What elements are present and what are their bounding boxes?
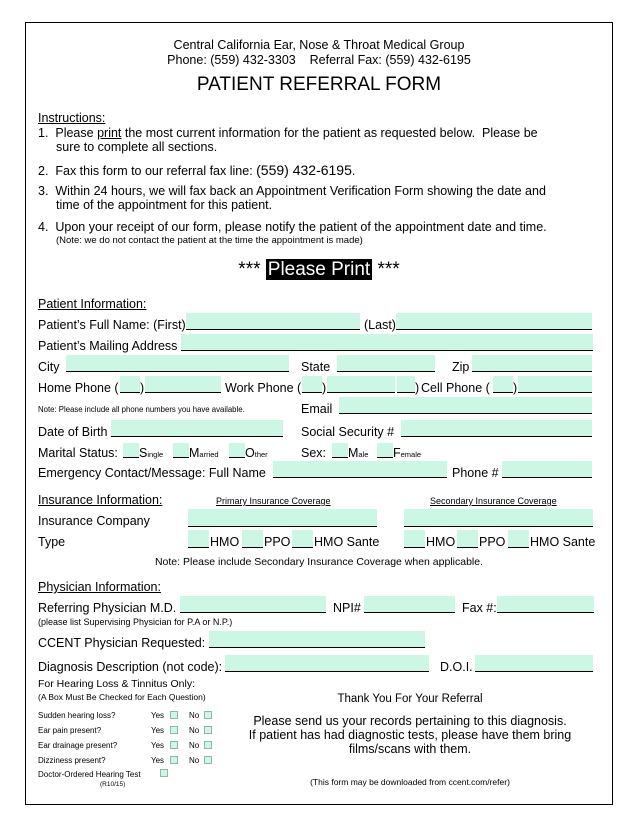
instruction-1: 1. Please print the most current information for the patient as requested below. Please be — [38, 126, 538, 140]
q2-yes-checkbox[interactable] — [170, 726, 178, 734]
zip-label: Zip — [452, 360, 470, 374]
thank-you-text: Thank You For Your Referral — [337, 693, 483, 705]
work-phone-field[interactable] — [327, 376, 395, 393]
married-check[interactable] — [173, 443, 189, 458]
secondary-hmo-check[interactable] — [404, 530, 425, 548]
mailing-address-label: Patient’s Mailing Address — [38, 339, 178, 353]
emergency-contact-label: Emergency Contact/Message: Full Name — [38, 466, 266, 480]
last-name-field[interactable] — [396, 313, 592, 330]
primary-hmo-label: HMO — [210, 535, 240, 549]
last-name-label: (Last) — [364, 318, 396, 332]
instruction-2: 2. Fax this form to our referral fax line: (559) 432-6195. — [38, 162, 356, 178]
work-phone-area-field[interactable] — [302, 376, 322, 393]
npi-field[interactable] — [364, 596, 455, 613]
ccent-physician-label: CCENT Physician Requested: — [38, 636, 206, 650]
question-sudden-hearing-loss: Sudden hearing loss? — [38, 711, 116, 720]
state-label: State — [301, 360, 331, 374]
email-field[interactable] — [339, 397, 592, 414]
other-check[interactable] — [229, 443, 245, 458]
dob-field[interactable] — [111, 420, 283, 437]
secondary-insurance-note: Note: Please include Secondary Insurance Coverage when applicable. — [154, 556, 484, 568]
instruction-3-cont: time of the appointment for this patient. — [56, 198, 273, 212]
insurance-info-heading: Insurance Information: — [38, 493, 163, 507]
no-label: No — [189, 741, 200, 750]
question-dizziness: Dizziness present? — [38, 756, 106, 765]
referring-physician-field[interactable] — [180, 596, 326, 613]
diagnosis-label: Diagnosis Description (not code): — [38, 660, 223, 674]
paren-close: ) — [140, 381, 145, 395]
primary-hmo-sante-check[interactable] — [292, 530, 313, 548]
single-check[interactable] — [123, 443, 139, 458]
ssn-label: Social Security # — [301, 425, 395, 439]
patient-info-heading: Patient Information: — [38, 297, 147, 311]
ccent-physician-field[interactable] — [209, 631, 425, 648]
insurance-type-label: Type — [38, 535, 66, 549]
yes-label: Yes — [151, 711, 165, 720]
email-label: Email — [301, 402, 333, 416]
female-check[interactable] — [377, 443, 393, 458]
ssn-field[interactable] — [401, 420, 592, 437]
secondary-hmo-label: HMO — [426, 535, 456, 549]
download-note: (This form may be downloaded from ccent.com/refer) — [310, 777, 510, 787]
instructions-heading: Instructions: — [38, 111, 106, 125]
supervising-physician-note: (please list Supervising Physician for P.A or N.P.) — [38, 617, 233, 627]
secondary-ppo-label: PPO — [479, 535, 506, 549]
yes-label: Yes — [151, 741, 165, 750]
q2-no-checkbox[interactable] — [204, 726, 212, 734]
no-label: No — [189, 711, 200, 720]
insurance-company-label: Insurance Company — [38, 514, 150, 528]
primary-hmo-sante-label: HMO Sante — [314, 535, 380, 549]
page-title: PATIENT REFERRAL FORM — [196, 74, 442, 95]
npi-label: NPI# — [333, 601, 361, 615]
diagnosis-field[interactable] — [225, 655, 429, 672]
q3-no-checkbox[interactable] — [204, 741, 212, 749]
dob-label: Date of Birth — [38, 425, 108, 439]
full-name-label: Patient’s Full Name: (First) — [38, 318, 186, 332]
primary-ppo-label: PPO — [264, 535, 291, 549]
yes-label: Yes — [151, 726, 165, 735]
work-phone-label: Work Phone ( — [225, 381, 302, 395]
question-ear-drainage: Ear drainage present? — [38, 741, 118, 750]
sex-label: Sex: — [301, 446, 327, 460]
instruction-1-cont: sure to complete all sections. — [56, 140, 218, 154]
home-phone-label: Home Phone ( — [38, 381, 119, 395]
instruction-4: 4. Upon your receipt of our form, please notify the patient of the appointment date and time. — [38, 220, 547, 234]
cell-phone-label: Cell Phone ( — [421, 381, 490, 395]
home-phone-field[interactable] — [145, 376, 221, 393]
instruction-3: 3. Within 24 hours, we will fax back an Appointment Verification Form showing the date and — [38, 184, 546, 198]
mailing-address-field[interactable] — [181, 334, 593, 351]
please-print-banner: *** Please Print *** — [238, 259, 400, 280]
primary-coverage-heading: Primary Insurance Coverage — [216, 496, 331, 506]
home-phone-area-field[interactable] — [120, 376, 140, 393]
records-request-text: Please send us your records pertaining to this diagnosis. — [253, 714, 567, 728]
single-label: Single — [139, 446, 164, 460]
q4-no-checkbox[interactable] — [204, 756, 212, 764]
emergency-name-field[interactable] — [273, 461, 447, 478]
secondary-hmo-sante-label: HMO Sante — [530, 535, 596, 549]
emergency-phone-field[interactable] — [502, 461, 592, 478]
female-label: Female — [393, 446, 422, 460]
revision-code: (R10/15) — [100, 781, 126, 788]
marital-status-label: Marital Status: — [38, 446, 118, 460]
hearing-subheading: (A Box Must Be Checked for Each Question) — [38, 692, 206, 702]
emergency-phone-label: Phone # — [452, 466, 499, 480]
films-scans-text: films/scans with them. — [348, 742, 472, 756]
paren-close: ) — [513, 381, 518, 395]
phone-note: Note: Please include all phone numbers you have available. — [38, 405, 245, 414]
fax-label: Fax #: — [462, 601, 497, 615]
org-name: Central California Ear, Nose & Throat Medical Group — [173, 38, 465, 52]
q1-yes-checkbox[interactable] — [170, 711, 178, 719]
no-label: No — [189, 756, 200, 765]
hearing-heading: For Hearing Loss & Tinnitus Only: — [38, 678, 195, 690]
paren-close: ) — [322, 381, 327, 395]
other-label: Other — [245, 446, 268, 460]
physician-info-heading: Physician Information: — [38, 580, 161, 594]
cell-phone-field[interactable] — [518, 376, 592, 393]
male-check[interactable] — [332, 443, 348, 458]
doi-label: D.O.I. — [440, 660, 473, 674]
work-phone-ext-field[interactable] — [397, 376, 415, 393]
primary-insurance-company-field[interactable] — [188, 509, 377, 527]
question-ear-pain: Ear pain present? — [38, 726, 102, 735]
secondary-ppo-check[interactable] — [457, 530, 478, 548]
first-name-field[interactable] — [186, 313, 360, 330]
diagnostic-tests-text: If patient has had diagnostic tests, please have them bring — [248, 728, 572, 742]
male-label: Male — [348, 446, 369, 460]
cell-phone-area-field[interactable] — [493, 376, 513, 393]
zip-field[interactable] — [472, 355, 592, 372]
city-label: City — [38, 360, 60, 374]
q1-no-checkbox[interactable] — [204, 711, 212, 719]
secondary-insurance-company-field[interactable] — [404, 509, 593, 527]
instruction-4-note: (Note: we do not contact the patient at the time the appointment is made) — [56, 235, 363, 246]
married-label: Married — [189, 446, 219, 460]
state-field[interactable] — [337, 355, 435, 372]
paren-close: ) — [415, 381, 420, 395]
no-label: No — [189, 726, 200, 735]
secondary-hmo-sante-check[interactable] — [508, 530, 529, 548]
q3-yes-checkbox[interactable] — [170, 741, 178, 749]
question-hearing-test: Doctor-Ordered Hearing Test — [38, 770, 141, 779]
referring-physician-label: Referring Physician M.D. — [38, 601, 177, 615]
org-phones: Phone: (559) 432-3303 Referral Fax: (559) 432-6195 — [167, 53, 471, 67]
yes-label: Yes — [151, 756, 165, 765]
primary-ppo-check[interactable] — [242, 530, 263, 548]
city-field[interactable] — [66, 355, 289, 372]
secondary-coverage-heading: Secondary Insurance Coverage — [430, 496, 557, 506]
primary-hmo-check[interactable] — [188, 530, 209, 548]
doi-field[interactable] — [475, 655, 593, 672]
q5-checkbox[interactable] — [160, 769, 168, 777]
q4-yes-checkbox[interactable] — [170, 756, 178, 764]
fax-field[interactable] — [497, 596, 594, 613]
